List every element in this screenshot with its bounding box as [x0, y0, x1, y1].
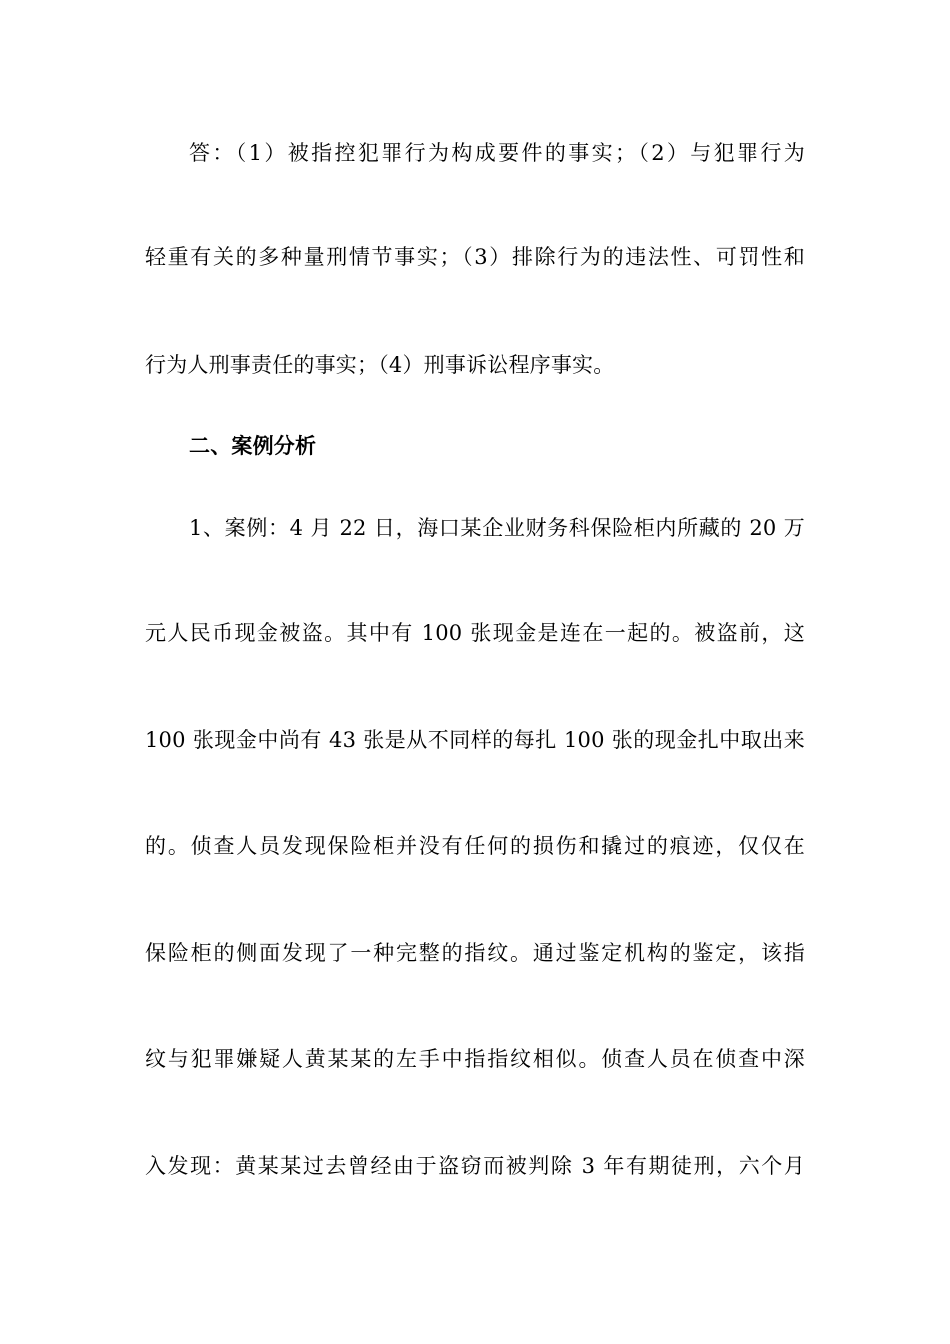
- answer-line-2: 轻重有关的多种量刑情节事实；（3）排除行为的违法性、可罚性和: [145, 245, 805, 269]
- answer-line-1: 答：（1）被指控犯罪行为构成要件的事实；（2）与犯罪行为: [189, 141, 805, 165]
- case-line-2: 元人民币现金被盗。其中有 100 张现金是连在一起的。被盗前，这: [145, 621, 805, 645]
- section-heading: 二、案例分析: [189, 434, 317, 458]
- answer-line-3: 行为人刑事责任的事实；（4）刑事诉讼程序事实。: [145, 353, 615, 377]
- case-line-4: 的。侦查人员发现保险柜并没有任何的损伤和撬过的痕迹，仅仅在: [145, 834, 805, 858]
- case-line-7: 入发现：黄某某过去曾经由于盗窃而被判除 3 年有期徒刑，六个月: [145, 1154, 805, 1178]
- case-line-3: 100 张现金中尚有 43 张是从不同样的每扎 100 张的现金扎中取出来: [145, 728, 805, 752]
- case-line-5: 保险柜的侧面发现了一种完整的指纹。通过鉴定机构的鉴定，该指: [145, 941, 805, 965]
- case-line-1: 1、案例：4 月 22 日，海口某企业财务科保险柜内所藏的 20 万: [189, 516, 805, 540]
- case-line-6: 纹与犯罪嫌疑人黄某某的左手中指指纹相似。侦查人员在侦查中深: [145, 1047, 805, 1071]
